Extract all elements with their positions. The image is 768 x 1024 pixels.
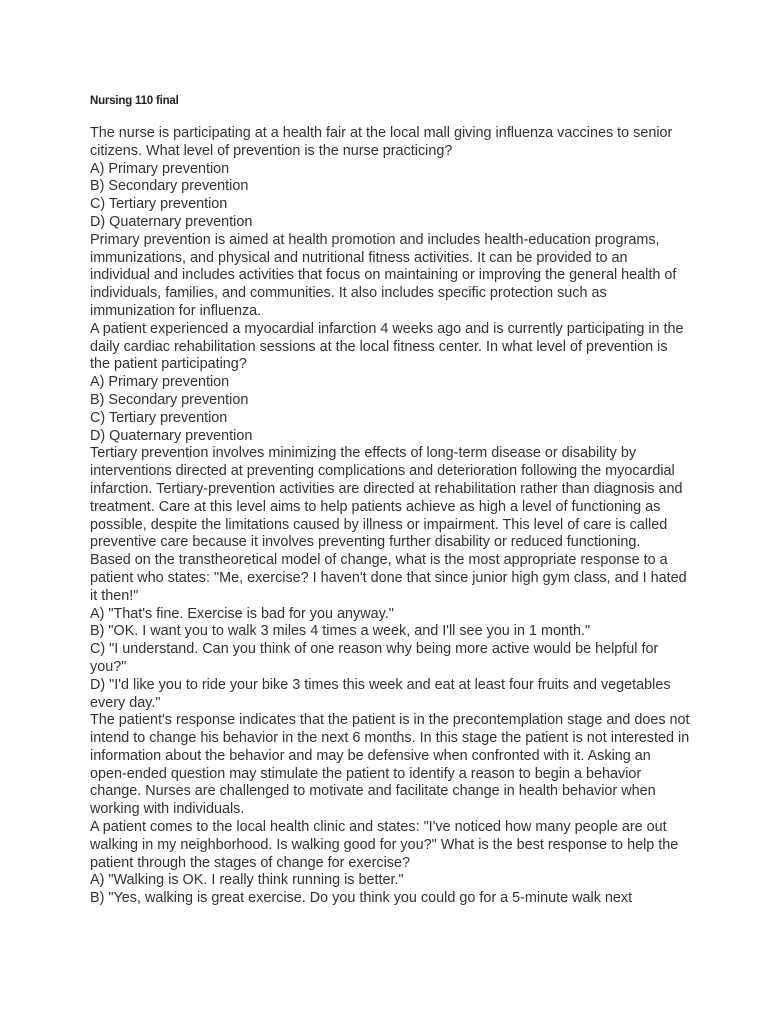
document-body (90, 125, 690, 908)
question-3-option-d: D) "I'd like you to ride your bike 3 times this week and eat at least four fruits and vegetables every day." (90, 676, 671, 711)
question-1-option-b: B) Secondary prevention (90, 178, 249, 195)
question-3-option-a: A) "That's fine. Exercise is bad for you anyway." (90, 605, 394, 622)
question-1-rationale: Primary prevention is aimed at health promotion and includes health-education programs, immunizations, and physical and nutritional fitness activities. It can be provided to an individual and includes activities that focus on maintaining or improving the general health of individuals, families, and communities. It also includes specific protection such as immunization for influenza. (90, 231, 677, 319)
question-4-option-b: B) "Yes, walking is great exercise. Do you think you could go for a 5-minute walk next (90, 890, 633, 907)
question-4-option-a: A) "Walking is OK. I really think running is better." (90, 872, 404, 889)
document-title: Nursing 110 final (90, 95, 179, 107)
question-2-option-d: D) Quaternary prevention (90, 427, 253, 444)
question-2-option-b: B) Secondary prevention (90, 391, 249, 408)
question-2-stem: A patient experienced a myocardial infarction 4 weeks ago and is currently participating in the daily cardiac rehabilitation sessions at the local fitness center. In what level of prevention is the patient participating? (90, 320, 684, 373)
question-2-rationale: Tertiary prevention involves minimizing the effects of long-term disease or disability by interventions directed at preventing complications and deterioration following the myocardial infarction. Tertiary-prevention activities are directed at rehabilitation rather than diagnosis and treatment. Care at this level aims to help patients achieve as high a level of functioning as possible, despite the limitations caused by illness or impairment. This level of care is called preventive care because it involves preventing further disability or reduced functioning. (90, 445, 683, 551)
question-2-option-a: A) Primary prevention (90, 374, 230, 391)
question-1-stem: The nurse is participating at a health fair at the local mall giving influenza vaccines to senior citizens. What level of prevention is the nurse practicing? (90, 125, 673, 159)
question-1-option-c: C) Tertiary prevention (90, 196, 228, 213)
question-1-option-d: D) Quaternary prevention (90, 213, 253, 230)
question-3-option-b: B) "OK. I want you to walk 3 miles 4 times a week, and I'll see you in 1 month." (90, 623, 591, 640)
question-3-option-c: C) "I understand. Can you think of one reason why being more active would be helpful for you?" (90, 641, 659, 675)
question-2-option-c: C) Tertiary prevention (90, 409, 228, 426)
question-3-rationale: The patient's response indicates that the patient is in the precontemplation stage and does not intend to change his behavior in the next 6 months. In this stage the patient is not interested in information about the behavior and may be defensive when confronted with it. Asking an open-ended question may stimulate the patient to identify a reason to begin a behavior change. Nurses are challenged to motivate and facilitate change in health behavior when working with individuals. (90, 712, 690, 818)
question-4-stem: A patient comes to the local health clinic and states: "I've noticed how many people are out walking in my neighborhood. Is walking good for you?" What is the best response to help the patient through the stages of change for exercise? (90, 819, 679, 871)
question-3-stem: Based on the transtheoretical model of change, what is the most appropriate response to a patient who states: "Me, exercise? I haven't done that since junior high gym class, and I hated it then!" (90, 552, 687, 604)
question-1-option-a: A) Primary prevention (90, 160, 230, 177)
